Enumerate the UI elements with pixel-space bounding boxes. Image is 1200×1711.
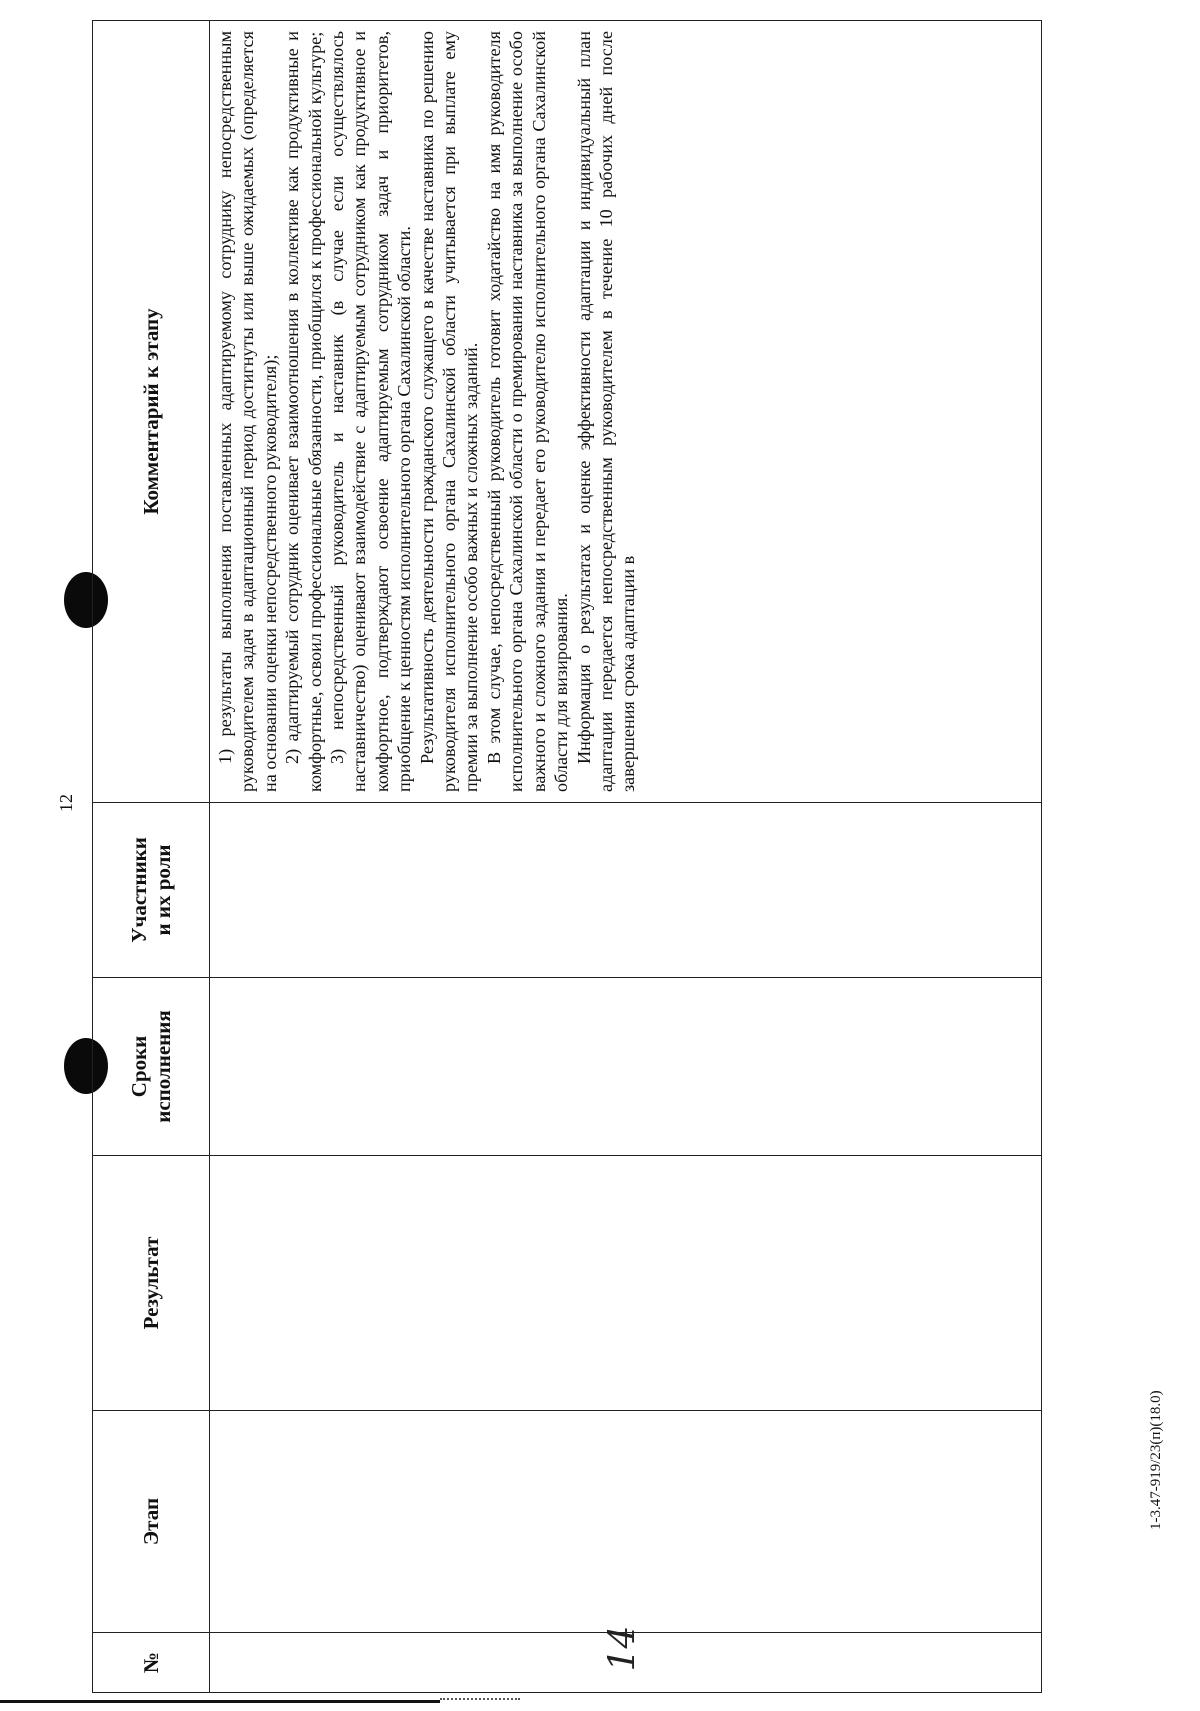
page-number: 12 [56, 794, 76, 812]
comment-paragraph: Информация о результатах и оценке эффективности адаптации и индивидуальный план адаптации передается непосредственным руководителем в течение 10 рабочих дней после завершения срока адаптации в [573, 31, 639, 792]
header-term [93, 978, 210, 1156]
comment-paragraph: 2) адаптируемый сотрудник оценивает взаимоотношения в коллективе как продуктивные и комфортные, освоил профессиональные обязанности, приобщился к профессиональной культуре; [282, 31, 325, 792]
comment-paragraph: 1) результаты выполнения поставленных адаптируемому сотруднику непосредственным руководителем задач в адаптационный период достигнуты или выше ожидаемых (определяется на основании оценки непосредственного руководителя); [215, 31, 280, 792]
table-header-row [93, 21, 210, 1693]
cell-result [210, 1156, 1042, 1411]
header-participants-line1: Участники [126, 837, 151, 943]
header-comment: Комментарий к этапу [93, 21, 210, 803]
cell-participants [210, 803, 1042, 978]
cell-term [210, 978, 1042, 1156]
table-row [210, 21, 1042, 1693]
bottom-dots [440, 1698, 520, 1700]
header-participants-line2: и их роли [151, 844, 175, 936]
header-term-line2: исполнения [151, 1010, 175, 1123]
header-result: Результат [93, 1156, 210, 1411]
handwritten-page-number: 14 [602, 1625, 644, 1672]
comment-paragraph: Результативность деятельности гражданского служащего в качестве наставника по решению руководителя исполнительного органа Сахалинской области учитывается при выплате ему премии за выполнение особо важных и сложных заданий. [416, 31, 482, 792]
header-participants [93, 803, 210, 978]
adaptation-table [92, 20, 1042, 1693]
document-code: 1-3.47-919/23(п)(18.0) [1148, 1390, 1164, 1530]
header-term-line1: Сроки [126, 1035, 151, 1098]
cell-comment [210, 21, 1042, 803]
header-num: № [93, 1633, 210, 1693]
rotated-table-frame [92, 21, 1042, 1693]
comment-paragraph: 3) непосредственный руководитель и наставник (в случае если осуществлялось наставничество) оценивают взаимодействие с адаптируемым сотрудником как продуктивное и комфортное, подтверждают освоение адаптируемым сотрудником задач и приоритетов, приобщение к ценностям исполнительного органа Сахалинской области. [327, 31, 415, 792]
header-stage: Этап [93, 1411, 210, 1633]
comment-paragraph: В этом случае, непосредственный руководитель готовит ходатайство на имя руководителя исполнительного органа Сахалинской области о премировании наставника за выполнение особо важного и сложного задания и передает его руководителю исполнительного органа Сахалинской области для визирования. [483, 31, 572, 792]
cell-stage [210, 1411, 1042, 1633]
bottom-rule [0, 1700, 440, 1703]
